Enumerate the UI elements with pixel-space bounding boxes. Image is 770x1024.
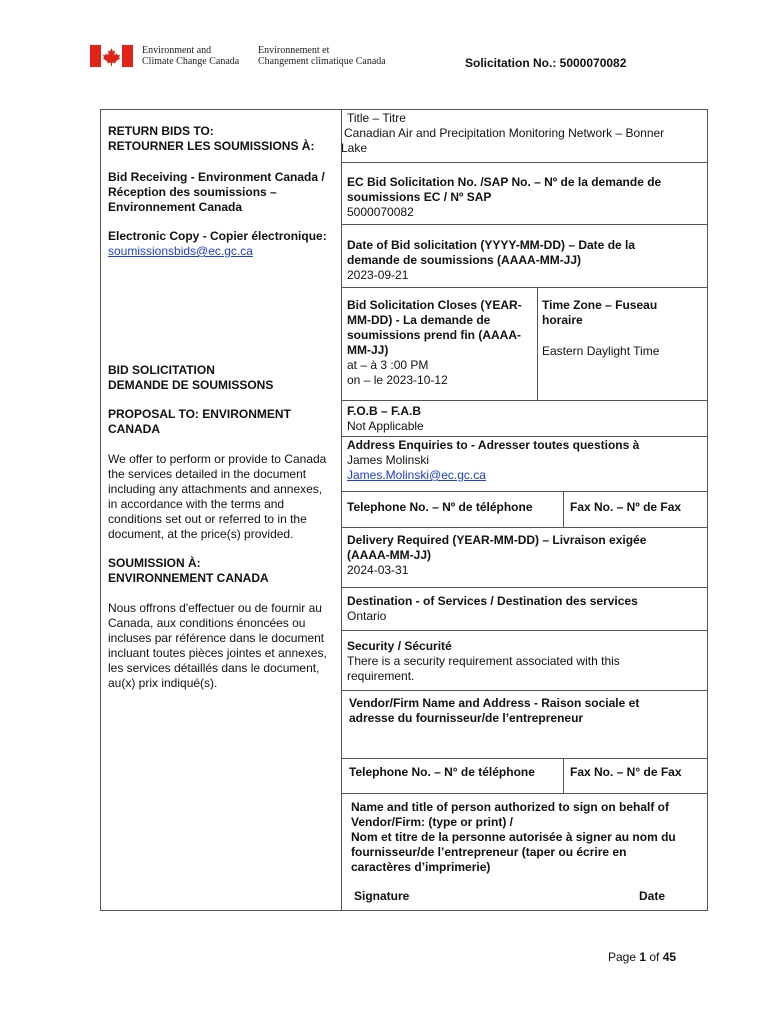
offer-text-fr [108,601,327,691]
closes-date: on – le 2023-10-12 [347,373,448,387]
fob-value: Not Applicable [347,419,424,433]
table-left-border [100,109,101,911]
table-bottom-border [100,910,708,911]
authorized-person-line2: Vendor/Firm: (type or print) / [351,815,514,829]
return-bids-label-fr: RETOURNER LES SOUMISSIONS À: [108,139,315,153]
signature-date-label: Date [639,889,666,903]
vendor-fax-label: Fax No. – N° de Fax [570,765,682,779]
divider [341,527,708,528]
security-value-line2: requirement. [347,669,415,683]
closes-label-line4: MM-JJ) [347,343,389,357]
department-name-english [142,45,239,67]
dept-fr-line2: Changement climatique Canada [258,56,386,67]
offer-text-en [108,452,326,542]
page-current: 1 [639,950,647,964]
divider [341,793,708,794]
divider [341,758,708,759]
page-of: of [646,950,663,964]
table-right-border [707,109,708,911]
divider [341,587,708,588]
fob-label: F.O.B – F.A.B [347,404,422,418]
proposal-to-line2: CANADA [108,422,160,436]
offer-en-line: document, at the price(s) provided. [108,527,294,541]
timezone-label-line2: horaire [542,313,583,327]
offer-en-line: the services detailed in the document [108,467,307,481]
vendor-label-line1: Vendor/Firm Name and Address - Raison sociale et [349,696,640,710]
title-label: Title – Titre [347,111,406,125]
ec-bid-label-line2: soumissions EC / Nº SAP [347,190,492,204]
telephone-label: Telephone No. – Nº de téléphone [347,500,533,514]
divider [341,630,708,631]
proposal-to-line1: PROPOSAL TO: ENVIRONMENT [108,407,291,421]
closes-time: at – à 3 :00 PM [347,358,429,372]
authorized-person-line5: caractères d’imprimerie) [351,860,491,874]
closes-label-line2: MM-DD) - La demande de [347,313,491,327]
offer-en-line: We offer to perform or provide to Canada [108,452,327,466]
page-total: 45 [662,950,677,964]
destination-label: Destination - of Services / Destination des services [347,594,638,608]
vendor-telephone-label: Telephone No. – N° de téléphone [349,765,535,779]
ec-bid-value: 5000070082 [347,205,414,219]
offer-fr-line: les services détaillés dans le document, [108,661,320,675]
divider [563,491,564,527]
dept-en-line2: Climate Change Canada [142,56,240,67]
table-top-border [100,109,708,110]
bid-date-value: 2023-09-21 [347,268,409,282]
dept-fr-line1: Environnement et [258,45,330,56]
authorized-person-line1: Name and title of person authorized to sign on behalf of [351,800,670,814]
divider [341,690,342,910]
offer-fr-line: au(x) prix indiqué(s). [108,676,218,690]
bid-email-link[interactable]: soumissionsbids@ec.gc.ca [108,244,253,258]
offer-fr-line: Canada, aux conditions énoncées ou [108,616,306,630]
department-name-french [258,45,386,67]
authorized-person-line3: Nom et titre de la personne autorisée à signer au nom du [351,830,676,844]
security-value-line1: There is a security requirement associated with this [347,654,620,668]
delivery-label-line1: Delivery Required (YEAR-MM-DD) – Livraison exigée [347,533,647,547]
title-value-line1: Canadian Air and Precipitation Monitoring Network – Bonner [344,126,665,140]
offer-en-line: including any attachments and annexes, [108,482,323,496]
bid-solicitation-fr: DEMANDE DE SOUMISSONS [108,378,274,392]
bid-receiving-line3: Environnement Canada [108,200,243,214]
closes-label-line1: Bid Solicitation Closes (YEAR- [347,298,522,312]
offer-en-line: in accordance with the terms and [108,497,285,511]
bid-date-label-line1: Date of Bid solicitation (YYYY-MM-DD) – Date de la [347,238,636,252]
timezone-value: Eastern Daylight Time [542,344,660,358]
delivery-label-line2: (AAAA-MM-JJ) [347,548,431,562]
divider [341,287,708,288]
title-value-line2: Lake [341,141,368,155]
canada-flag-icon [90,45,133,67]
destination-value: Ontario [347,609,387,623]
contact-email-link[interactable]: James.Molinski@ec.gc.ca [347,468,486,482]
solicitation-number: Solicitation No.: 5000070082 [465,56,627,70]
ec-bid-label-line1: EC Bid Solicitation No. /SAP No. – Nº de la demande de [347,175,662,189]
vendor-label-line2: adresse du fournisseur/de l’entrepreneur [349,711,584,725]
dept-en-line1: Environment and [142,45,212,56]
electronic-copy-label: Electronic Copy - Copier électronique: [108,229,327,243]
security-label: Security / Sécurité [347,639,452,653]
offer-en-line: conditions set out or referred to in the [108,512,307,526]
divider [537,287,538,400]
bid-date-label-line2: demande de soumissions (AAAA-MM-JJ) [347,253,582,267]
page-prefix: Page [608,950,640,964]
return-bids-label-en: RETURN BIDS TO: [108,124,214,138]
divider [341,224,708,225]
soumission-line1: SOUMISSION À: [108,556,201,570]
divider [341,436,708,437]
address-enquiries-label: Address Enquiries to - Adresser toutes questions à [347,438,640,452]
page-number [608,950,676,965]
offer-fr-line: incluses par référence dans le document [108,631,325,645]
divider [341,400,708,401]
offer-fr-line: incluant toutes pièces jointes et annexes, [108,646,327,660]
authorized-person-line4: fournisseur/de l’entrepreneur (taper ou écrire en [351,845,627,859]
offer-fr-line: Nous offrons d'effectuer ou de fournir au [108,601,322,615]
divider [341,491,708,492]
bid-solicitation-en: BID SOLICITATION [108,363,215,377]
closes-label-line3: soumissions prend fin (AAAA- [347,328,522,342]
fax-label: Fax No. – Nº de Fax [570,500,682,514]
contact-name: James Molinski [347,453,430,467]
divider [563,758,564,793]
delivery-value: 2024-03-31 [347,563,409,577]
timezone-label-line1: Time Zone – Fuseau [542,298,658,312]
signature-label: Signature [354,889,410,903]
bid-receiving-line2: Réception des soumissions – [108,185,277,199]
divider [341,162,708,163]
bid-receiving-line1: Bid Receiving - Environment Canada / [108,170,325,184]
soumission-line2: ENVIRONNEMENT CANADA [108,571,269,585]
divider [341,690,708,691]
